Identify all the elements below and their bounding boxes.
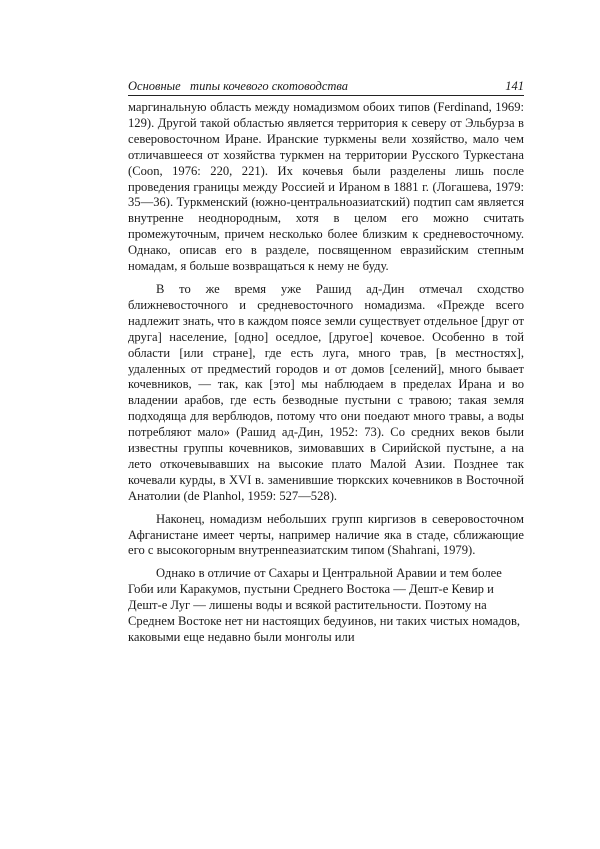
paragraph-3: Наконец, номадизм небольших групп киргизов в северовосточном Афганистане имеет черты, например наличие яка в стаде, сближающие его с высокогорным внутренneaзиатским типом (Shahrani, 1979). [128, 511, 524, 558]
paragraph-4: Однако в отличие от Сахары и Центральной Аравии и тем более Гоби или Каракумов, пустыни Среднего Востока — Дешт-е Кевир и Дешт-е Луг — лишены воды и всякой растительности. Поэтому на Среднем Востоке нет ни настоящих бедуинов, ни таких чистых номадов, каковыми еще недавно были монголы или [128, 566, 521, 644]
running-title: Основные типы кочевого скотоводства [128, 79, 349, 93]
paragraph-1: маргинальную область между номадизмом обоих типов (Ferdinand, 1969: 129). Другой такой областью является территория к северу от Эльбурза в северовосточном Иране. Иранские туркмены вели хозяйство, мало чем отличавшееся от хозяйства туркмен на территории Русского Туркестана (Coon, 1976: 220, 221). Их кочевья были разделены лишь после проведения границы между Россией и Ираном в 1881 г. (Логашева, 1979: 35—36). Туркменский (южно-центральноазиатский) подтип сам является внутренне неоднородным, хотя в целом его можно считать промежуточным, причем несколько более близким к средневосточному. Однако, описав его в разделе, посвященном евразийским степным номадам, я больше возвращаться к нему не буду. [128, 100, 524, 274]
running-header [128, 78, 524, 96]
body-text [128, 100, 524, 653]
page-number: 141 [505, 79, 524, 93]
paragraph-2: В то же время уже Рашид ад-Дин отмечал сходство ближневосточного и средневосточного номадизма. «Прежде всего надлежит знать, что в каждом поясе земли существует отдельное [друг от друга] население, [одно] оседлое, [другое] кочевое. Особенно в той области [или стране], где есть луга, много трав, [в местностях], удаленных от предместий городов и от домов [селений], много бывает кочевников, — так, как [это] мы наблюдаем в пределах Ирана и во владении арабов, где есть безводные пустыни с травою; такая земля подходяща для верблюдов, потому что они поедают много травы, а воды потребляют мало» (Рашид ад-Дин, 1952: 73). Со средних веков были известны группы кочевников, зимовавших в Сирийской пустыне, а на лето откочевывавших на высокие плато Малой Азии. Позднее так кочевали курды, в XVI в. заменившие тюркских кочевников в Восточной Анатолии (de Planhol, 1959: 527—528). [128, 281, 524, 503]
